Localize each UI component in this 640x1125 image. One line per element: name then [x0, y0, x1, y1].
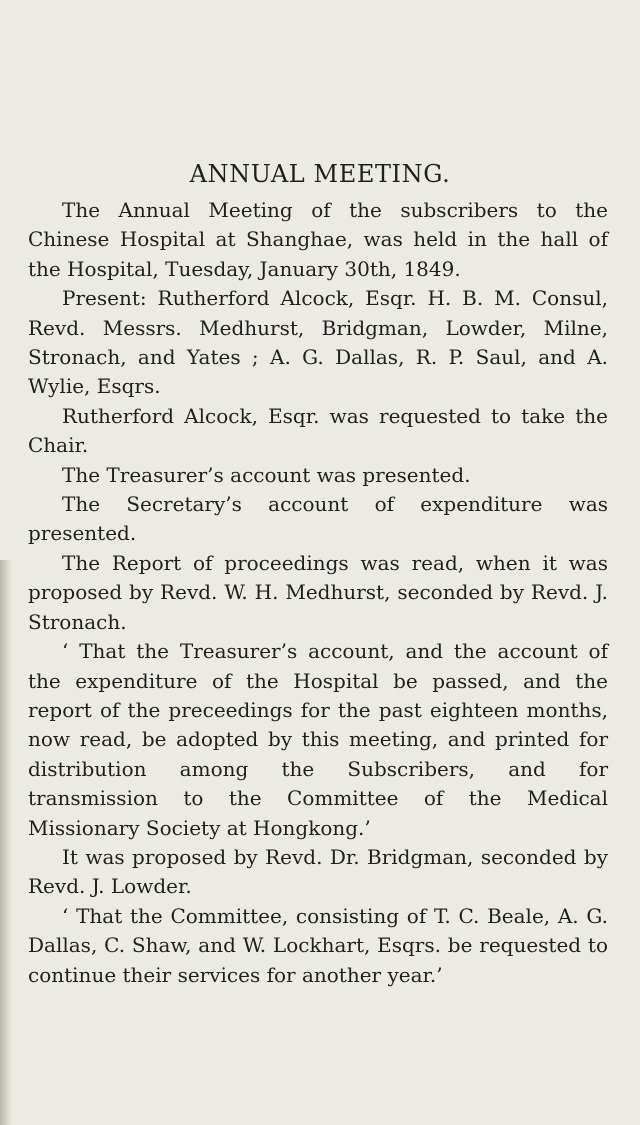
paragraph-present: Present: Rutherford Alcock, Esqr. H. B. M. Consul, Revd. Messrs. Medhurst, Bridgman, Lowder, Milne, Stronach, and Yates ; A. G. Dallas, R. P. Saul, and A. Wylie, Esqrs.: [28, 286, 608, 399]
paragraph-treasurer: The Treasurer’s account was presented.: [62, 462, 471, 487]
paragraph-secretary: The Secretary’s account of expenditure was presented.: [28, 492, 608, 546]
binding-edge: [0, 560, 12, 1125]
paragraph-proposal: It was proposed by Revd. Dr. Bridgman, seconded by Revd. J. Lowder.: [28, 844, 608, 899]
document-body: [28, 196, 608, 990]
paragraph-resolution-1: ‘ That the Treasurer’s account, and the account of the expenditure of the Hospital be passed, and the report of the preceedings for the past eighteen months, now read, be adopted by this meeting, and printed for distribution among the Subscribers, and for transmission to the Committee of the Medical Missionary Society at Hongkong.’: [28, 639, 608, 840]
page-title: ANNUAL MEETING.: [189, 160, 451, 188]
paragraph-meeting: The Annual Meeting of the subscribers to the Chinese Hospital at Shanghae, was held in the hall of the Hospital, Tuesday, January 30th, 1849.: [28, 198, 608, 281]
paragraph-chair: Rutherford Alcock, Esqr. was requested to take the Chair.: [28, 403, 608, 458]
paragraph-report: The Report of proceedings was read, when it was proposed by Revd. W. H. Medhurst, seconded by Revd. J. Stronach.: [28, 550, 608, 634]
paragraph-resolution-2: ‘ That the Committee, consisting of T. C. Beale, A. G. Dallas, C. Shaw, and W. Lockhart, Esqrs. be requested to continue their services for another year.’: [28, 903, 608, 987]
